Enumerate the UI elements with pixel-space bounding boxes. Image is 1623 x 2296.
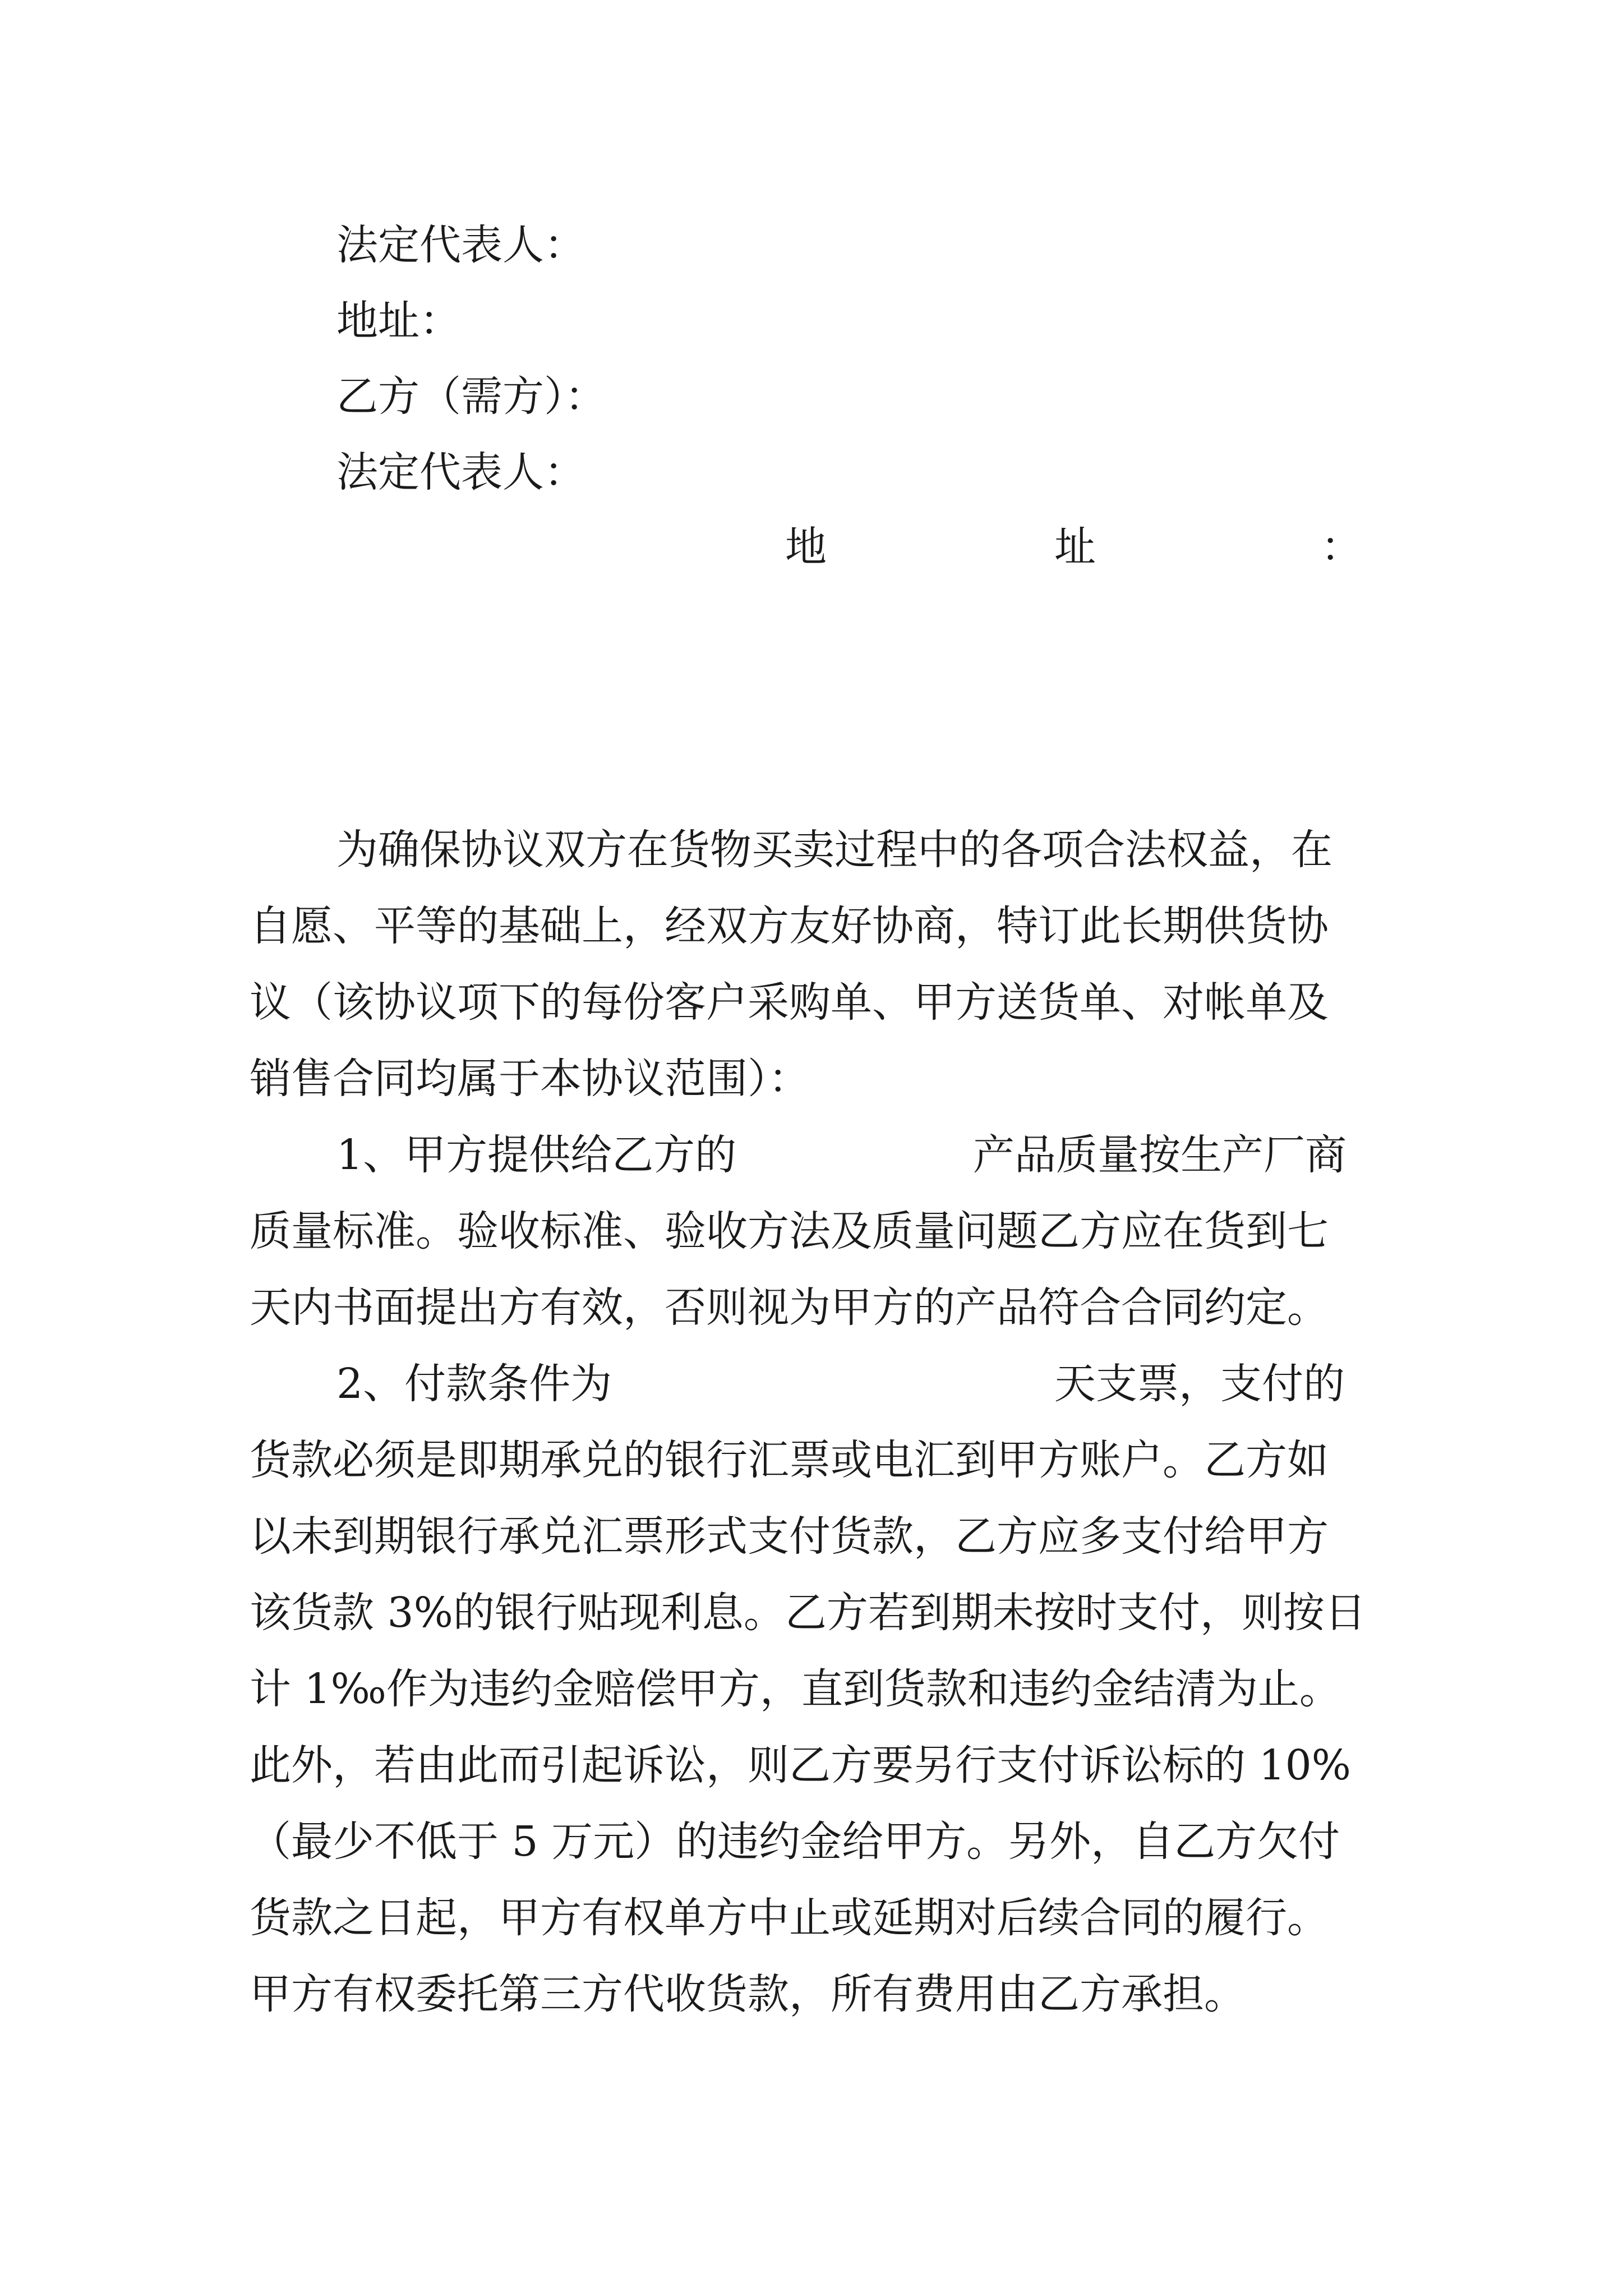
addr-b-char-2: 址 (1054, 523, 1096, 571)
clause2-line-4: 该货款 3%的银行贴现利息。乙方若到期未按时支付，则按日 (250, 1589, 1366, 1637)
clause2-line-7: （最少不低于 5 万元）的违约金给甲方。另外，自乙方欠付 (250, 1818, 1340, 1866)
clause2-line-9: 甲方有权委托第三方代收货款，所有费用由乙方承担。 (250, 1970, 1246, 2018)
rep-a-label: 法定代表人： (336, 221, 585, 269)
clause1-line-1a: 1、甲方提供给乙方的 (336, 1131, 737, 1179)
party-b-label: 乙方（需方）： (336, 372, 606, 421)
preamble-line-3: 议（该协议项下的每份客户采购单、甲方送货单、对帐单及 (250, 978, 1329, 1027)
addr-b-colon: ： (1321, 523, 1362, 571)
clause2-line-1b: 天支票，支付的 (1054, 1360, 1345, 1408)
clause2-line-8: 货款之日起，甲方有权单方中止或延期对后续合同的履行。 (250, 1894, 1329, 1942)
clause2-line-2: 货款必须是即期承兑的银行汇票或电汇到甲方账户。乙方如 (250, 1436, 1329, 1484)
clause2-line-3: 以未到期银行承兑汇票形式支付货款，乙方应多支付给甲方 (250, 1512, 1329, 1561)
addr-a-label: 地址： (336, 297, 461, 345)
preamble-line-1: 为确保协议双方在货物买卖过程中的各项合法权益，在 (336, 826, 1332, 874)
clause1-line-1b: 产品质量按生产厂商 (973, 1131, 1347, 1179)
clause2-line-6: 此外，若由此而引起诉讼，则乙方要另行支付诉讼标的 10% (250, 1741, 1351, 1789)
preamble-line-4: 销售合同均属于本协议范围）： (250, 1055, 810, 1103)
preamble-line-2: 自愿、平等的基础上，经双方友好协商，特订此长期供货协 (250, 902, 1329, 950)
clause2-line-1a: 2、付款条件为 (336, 1360, 612, 1408)
rep-b-label: 法定代表人： (336, 448, 585, 496)
addr-b-char-1: 地 (785, 523, 827, 571)
clause1-line-3: 天内书面提出方有效，否则视为甲方的产品符合合同约定。 (250, 1283, 1329, 1332)
clause1-line-2: 质量标准。验收标准、验收方法及质量问题乙方应在货到七 (250, 1207, 1329, 1255)
clause2-line-5: 计 1‰作为违约金赔偿甲方，直到货款和违约金结清为止。 (250, 1665, 1341, 1713)
